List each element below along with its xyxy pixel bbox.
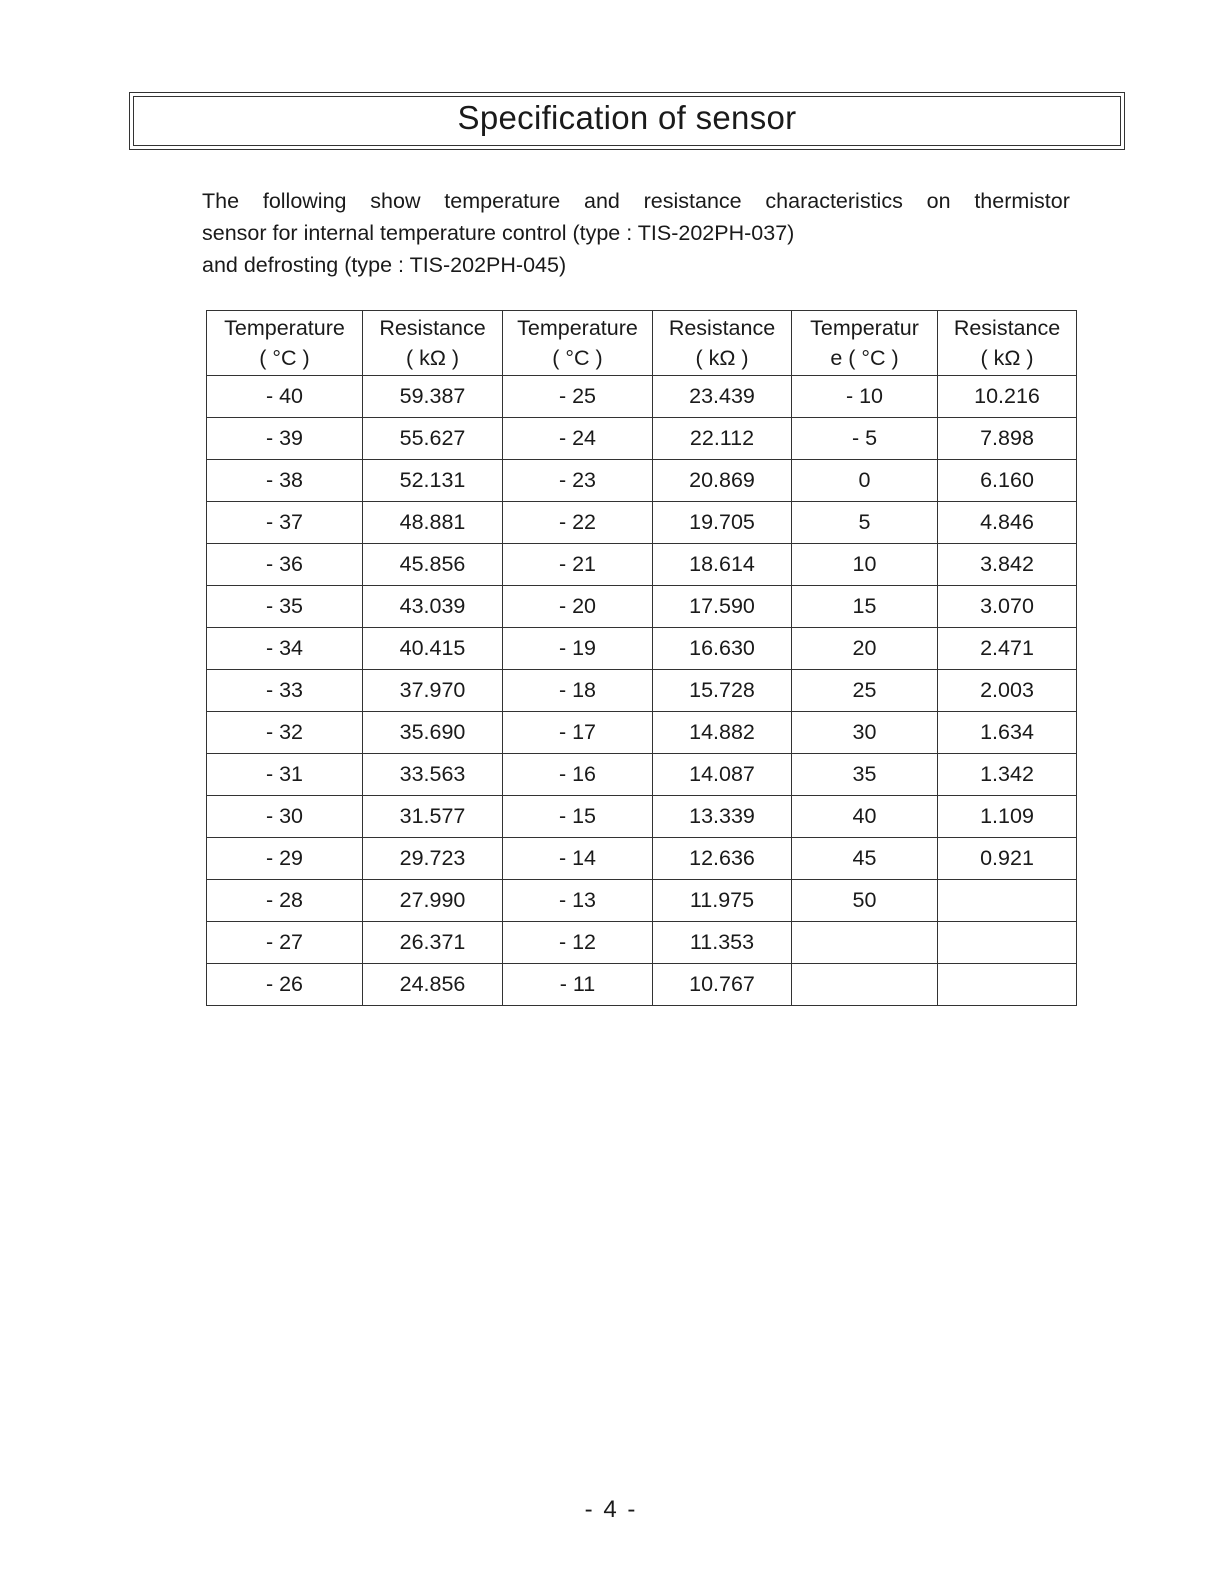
table-body	[207, 376, 1077, 1006]
resistance-cell: 1.109	[938, 796, 1077, 838]
resistance-cell: 10.216	[938, 376, 1077, 418]
table-header-row	[207, 311, 1077, 376]
intro-word: temperature	[444, 189, 561, 213]
header-label: Resistance	[953, 316, 1061, 340]
resistance-cell: 13.339	[653, 796, 792, 838]
intro-word: following	[262, 189, 347, 213]
resistance-cell: 14.882	[653, 712, 792, 754]
resistance-cell: 43.039	[363, 586, 503, 628]
intro-paragraph	[202, 185, 1070, 281]
table-row	[207, 628, 1077, 670]
resistance-cell	[938, 964, 1077, 1006]
resistance-cell: 4.846	[938, 502, 1077, 544]
table-row	[207, 376, 1077, 418]
temperature-cell: 10	[792, 544, 938, 586]
table-row	[207, 586, 1077, 628]
resistance-cell: 11.353	[653, 922, 792, 964]
temperature-cell: - 15	[503, 796, 653, 838]
intro-word: characteristics	[765, 189, 903, 213]
temperature-cell: 30	[792, 712, 938, 754]
table-row	[207, 754, 1077, 796]
resistance-cell: 0.921	[938, 838, 1077, 880]
temperature-cell: 20	[792, 628, 938, 670]
temperature-cell: - 26	[207, 964, 363, 1006]
header-unit: ( °C )	[552, 346, 603, 370]
temperature-cell: - 37	[207, 502, 363, 544]
resistance-cell: 12.636	[653, 838, 792, 880]
table-row	[207, 880, 1077, 922]
temperature-cell: - 32	[207, 712, 363, 754]
resistance-cell: 6.160	[938, 460, 1077, 502]
resistance-cell: 1.634	[938, 712, 1077, 754]
table-row	[207, 796, 1077, 838]
spec-table	[206, 310, 1077, 1006]
temperature-cell: - 35	[207, 586, 363, 628]
header-unit: ( kΩ )	[980, 346, 1034, 370]
intro-word: thermistor	[974, 189, 1070, 213]
temperature-cell: - 25	[503, 376, 653, 418]
temperature-cell	[792, 922, 938, 964]
resistance-cell: 29.723	[363, 838, 503, 880]
resistance-cell: 37.970	[363, 670, 503, 712]
resistance-cell: 55.627	[363, 418, 503, 460]
header-resistance-1	[363, 311, 503, 376]
intro-word: resistance	[643, 189, 742, 213]
resistance-cell: 2.003	[938, 670, 1077, 712]
temperature-cell: - 28	[207, 880, 363, 922]
temperature-cell: 40	[792, 796, 938, 838]
resistance-cell: 26.371	[363, 922, 503, 964]
temperature-cell: 5	[792, 502, 938, 544]
temperature-cell: 15	[792, 586, 938, 628]
header-resistance-2	[653, 311, 792, 376]
table-row	[207, 838, 1077, 880]
temperature-cell: 0	[792, 460, 938, 502]
intro-word: show	[370, 189, 421, 213]
temperature-cell: - 40	[207, 376, 363, 418]
title-box	[129, 92, 1125, 150]
temperature-cell: - 27	[207, 922, 363, 964]
table-row	[207, 418, 1077, 460]
header-temperature-1	[207, 311, 363, 376]
header-unit: ( °C )	[259, 346, 310, 370]
table-row	[207, 502, 1077, 544]
temperature-cell: - 18	[503, 670, 653, 712]
header-unit: ( kΩ )	[695, 346, 749, 370]
temperature-cell: - 36	[207, 544, 363, 586]
temperature-cell: - 10	[792, 376, 938, 418]
header-temperature-3	[792, 311, 938, 376]
resistance-cell: 59.387	[363, 376, 503, 418]
resistance-cell: 11.975	[653, 880, 792, 922]
temperature-cell: - 13	[503, 880, 653, 922]
temperature-cell	[792, 964, 938, 1006]
resistance-cell: 10.767	[653, 964, 792, 1006]
resistance-cell: 48.881	[363, 502, 503, 544]
temperature-cell: 50	[792, 880, 938, 922]
temperature-cell: - 38	[207, 460, 363, 502]
page-number: - 4 -	[584, 1496, 638, 1523]
intro-word: on	[926, 189, 951, 213]
intro-line-2: sensor for internal temperature control (type : TIS-202PH-037)	[202, 221, 795, 245]
header-label: Temperature	[517, 316, 638, 340]
intro-line-3: and defrosting (type : TIS-202PH-045)	[202, 253, 567, 277]
header-unit: e ( °C )	[830, 346, 899, 370]
header-label: Resistance	[668, 316, 776, 340]
temperature-cell: - 17	[503, 712, 653, 754]
temperature-cell: - 33	[207, 670, 363, 712]
resistance-cell	[938, 880, 1077, 922]
temperature-cell: - 23	[503, 460, 653, 502]
resistance-cell: 22.112	[653, 418, 792, 460]
resistance-cell: 14.087	[653, 754, 792, 796]
header-resistance-3	[938, 311, 1077, 376]
resistance-cell: 40.415	[363, 628, 503, 670]
temperature-cell: - 12	[503, 922, 653, 964]
resistance-cell	[938, 922, 1077, 964]
temperature-cell: - 31	[207, 754, 363, 796]
temperature-cell: - 14	[503, 838, 653, 880]
table-row	[207, 460, 1077, 502]
temperature-cell: - 22	[503, 502, 653, 544]
temperature-cell: - 34	[207, 628, 363, 670]
resistance-cell: 23.439	[653, 376, 792, 418]
resistance-cell: 27.990	[363, 880, 503, 922]
temperature-cell: - 16	[503, 754, 653, 796]
temperature-cell: - 19	[503, 628, 653, 670]
temperature-cell: - 24	[503, 418, 653, 460]
resistance-cell: 35.690	[363, 712, 503, 754]
header-label: Temperatur	[810, 316, 919, 340]
resistance-cell: 3.070	[938, 586, 1077, 628]
resistance-cell: 31.577	[363, 796, 503, 838]
table-row	[207, 712, 1077, 754]
intro-word: and	[583, 189, 620, 213]
resistance-cell: 7.898	[938, 418, 1077, 460]
temperature-cell: - 20	[503, 586, 653, 628]
temperature-cell: - 21	[503, 544, 653, 586]
table-row	[207, 670, 1077, 712]
temperature-cell: - 29	[207, 838, 363, 880]
resistance-cell: 52.131	[363, 460, 503, 502]
temperature-cell: - 30	[207, 796, 363, 838]
resistance-cell: 18.614	[653, 544, 792, 586]
header-unit: ( kΩ )	[405, 346, 460, 370]
temperature-cell: - 39	[207, 418, 363, 460]
resistance-cell: 1.342	[938, 754, 1077, 796]
page-title: Specification of sensor	[457, 99, 797, 136]
resistance-cell: 24.856	[363, 964, 503, 1006]
resistance-cell: 17.590	[653, 586, 792, 628]
resistance-cell: 45.856	[363, 544, 503, 586]
temperature-cell: - 5	[792, 418, 938, 460]
resistance-cell: 3.842	[938, 544, 1077, 586]
temperature-cell: 25	[792, 670, 938, 712]
title-inner-frame	[133, 96, 1121, 146]
resistance-cell: 20.869	[653, 460, 792, 502]
temperature-cell: - 11	[503, 964, 653, 1006]
intro-word: The	[202, 189, 240, 213]
temperature-cell: 35	[792, 754, 938, 796]
header-label: Resistance	[379, 316, 486, 340]
table-row	[207, 964, 1077, 1006]
resistance-cell: 15.728	[653, 670, 792, 712]
table-row	[207, 544, 1077, 586]
intro-line-1	[202, 185, 1070, 217]
header-temperature-2	[503, 311, 653, 376]
header-label: Temperature	[224, 316, 345, 340]
resistance-cell: 2.471	[938, 628, 1077, 670]
temperature-cell: 45	[792, 838, 938, 880]
resistance-cell: 16.630	[653, 628, 792, 670]
resistance-cell: 19.705	[653, 502, 792, 544]
table-row	[207, 922, 1077, 964]
resistance-cell: 33.563	[363, 754, 503, 796]
